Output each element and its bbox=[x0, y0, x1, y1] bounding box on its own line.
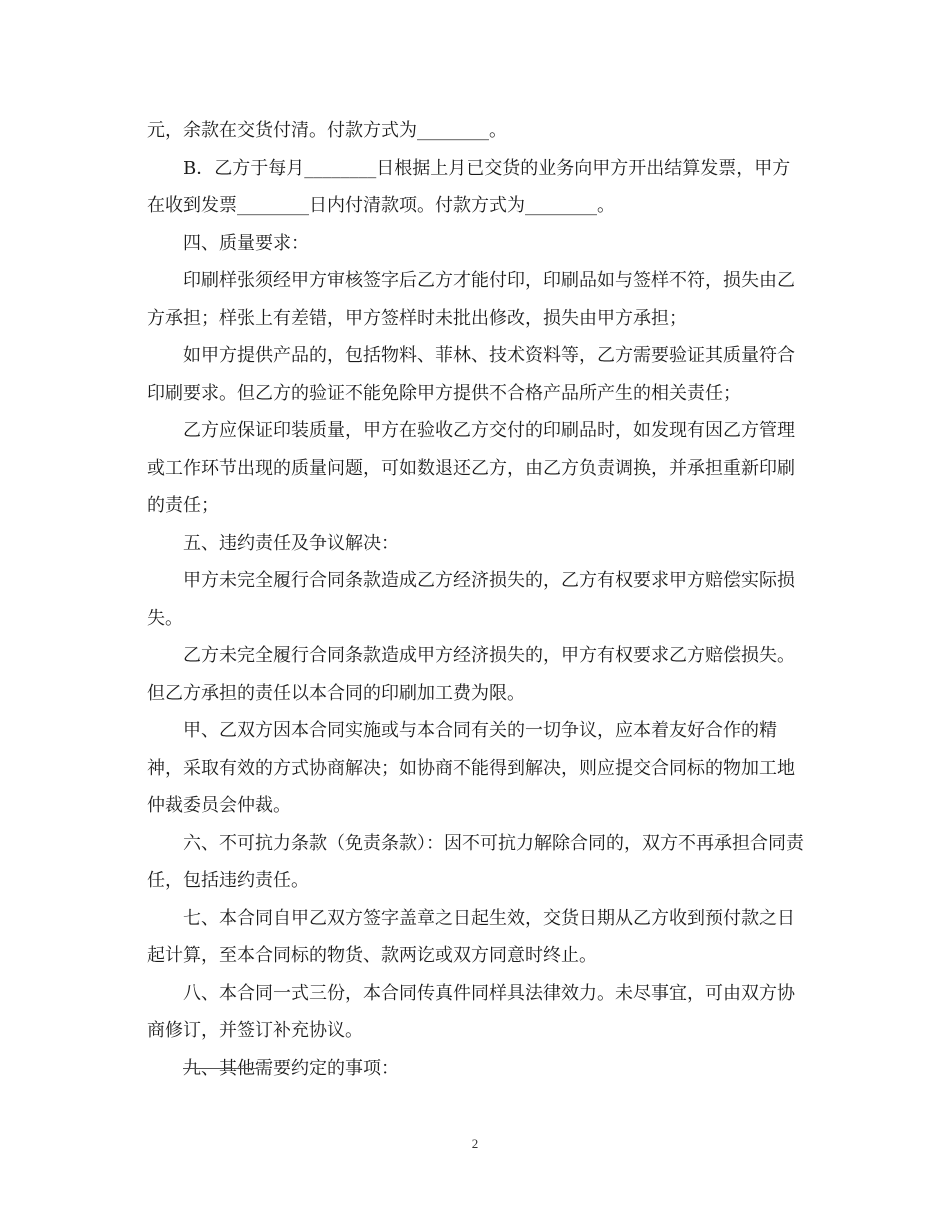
section-other-matters: 九、其他需要约定的事项： bbox=[183, 1057, 399, 1079]
section-heading-quality: 四、质量要求： bbox=[183, 232, 309, 254]
page-number: 2 bbox=[471, 1136, 479, 1151]
paragraph-quality-proof: 印刷样张须经甲方审核签字后乙方才能付印，印刷品如与签样不符，损失由乙方承担；样张上有差错，甲方签样时未批出修改，损失由甲方承担； bbox=[147, 270, 795, 329]
paragraph-liability-party-b: 乙方未完全履行合同条款造成甲方经济损失的，甲方有权要求乙方赔偿损失。但乙方承担的责任以本合同的印刷加工费为限。 bbox=[147, 645, 795, 704]
document-body bbox=[147, 112, 807, 1087]
fill-in-blank-line bbox=[183, 1068, 258, 1069]
section-heading-liability: 五、违约责任及争议解决： bbox=[183, 532, 399, 554]
paragraph-liability-party-a: 甲方未完全履行合同条款造成乙方经济损失的，乙方有权要求甲方赔偿实际损失。 bbox=[147, 570, 795, 629]
paragraph-payment-option-b: B．乙方于每月________日根据上月已交货的业务向甲方开出结算发票，甲方在收到发票________日内付清款项。付款方式为________。 bbox=[147, 157, 791, 216]
section-effective-date: 七、本合同自甲乙双方签字盖章之日起生效，交货日期从乙方收到预付款之日起计算，至本合同标的物货、款两讫或双方同意时终止。 bbox=[147, 907, 795, 966]
paragraph-quality-assurance: 乙方应保证印装质量，甲方在验收乙方交付的印刷品时，如发现有因乙方管理或工作环节出现的质量问题，可如数退还乙方，由乙方负责调换，并承担重新印刷的责任； bbox=[147, 420, 795, 516]
section-copies: 八、本合同一式三份，本合同传真件同样具法律效力。未尽事宜，可由双方协商修订，并签订补充协议。 bbox=[147, 982, 795, 1041]
section-force-majeure: 六、不可抗力条款（免责条款）：因不可抗力解除合同的，双方不再承担合同责任，包括违约责任。 bbox=[147, 832, 804, 891]
paragraph-payment-balance: 元，余款在交货付清。付款方式为________。 bbox=[147, 120, 507, 141]
paragraph-dispute-resolution: 甲、乙双方因本合同实施或与本合同有关的一切争议，应本着友好合作的精神，采取有效的方式协商解决；如协商不能得到解决，则应提交合同标的物加工地仲裁委员会仲裁。 bbox=[147, 720, 795, 816]
paragraph-quality-materials: 如甲方提供产品的，包括物料、菲林、技术资料等，乙方需要验证其质量符合印刷要求。但乙方的验证不能免除甲方提供不合格产品所产生的相关责任； bbox=[147, 345, 795, 404]
